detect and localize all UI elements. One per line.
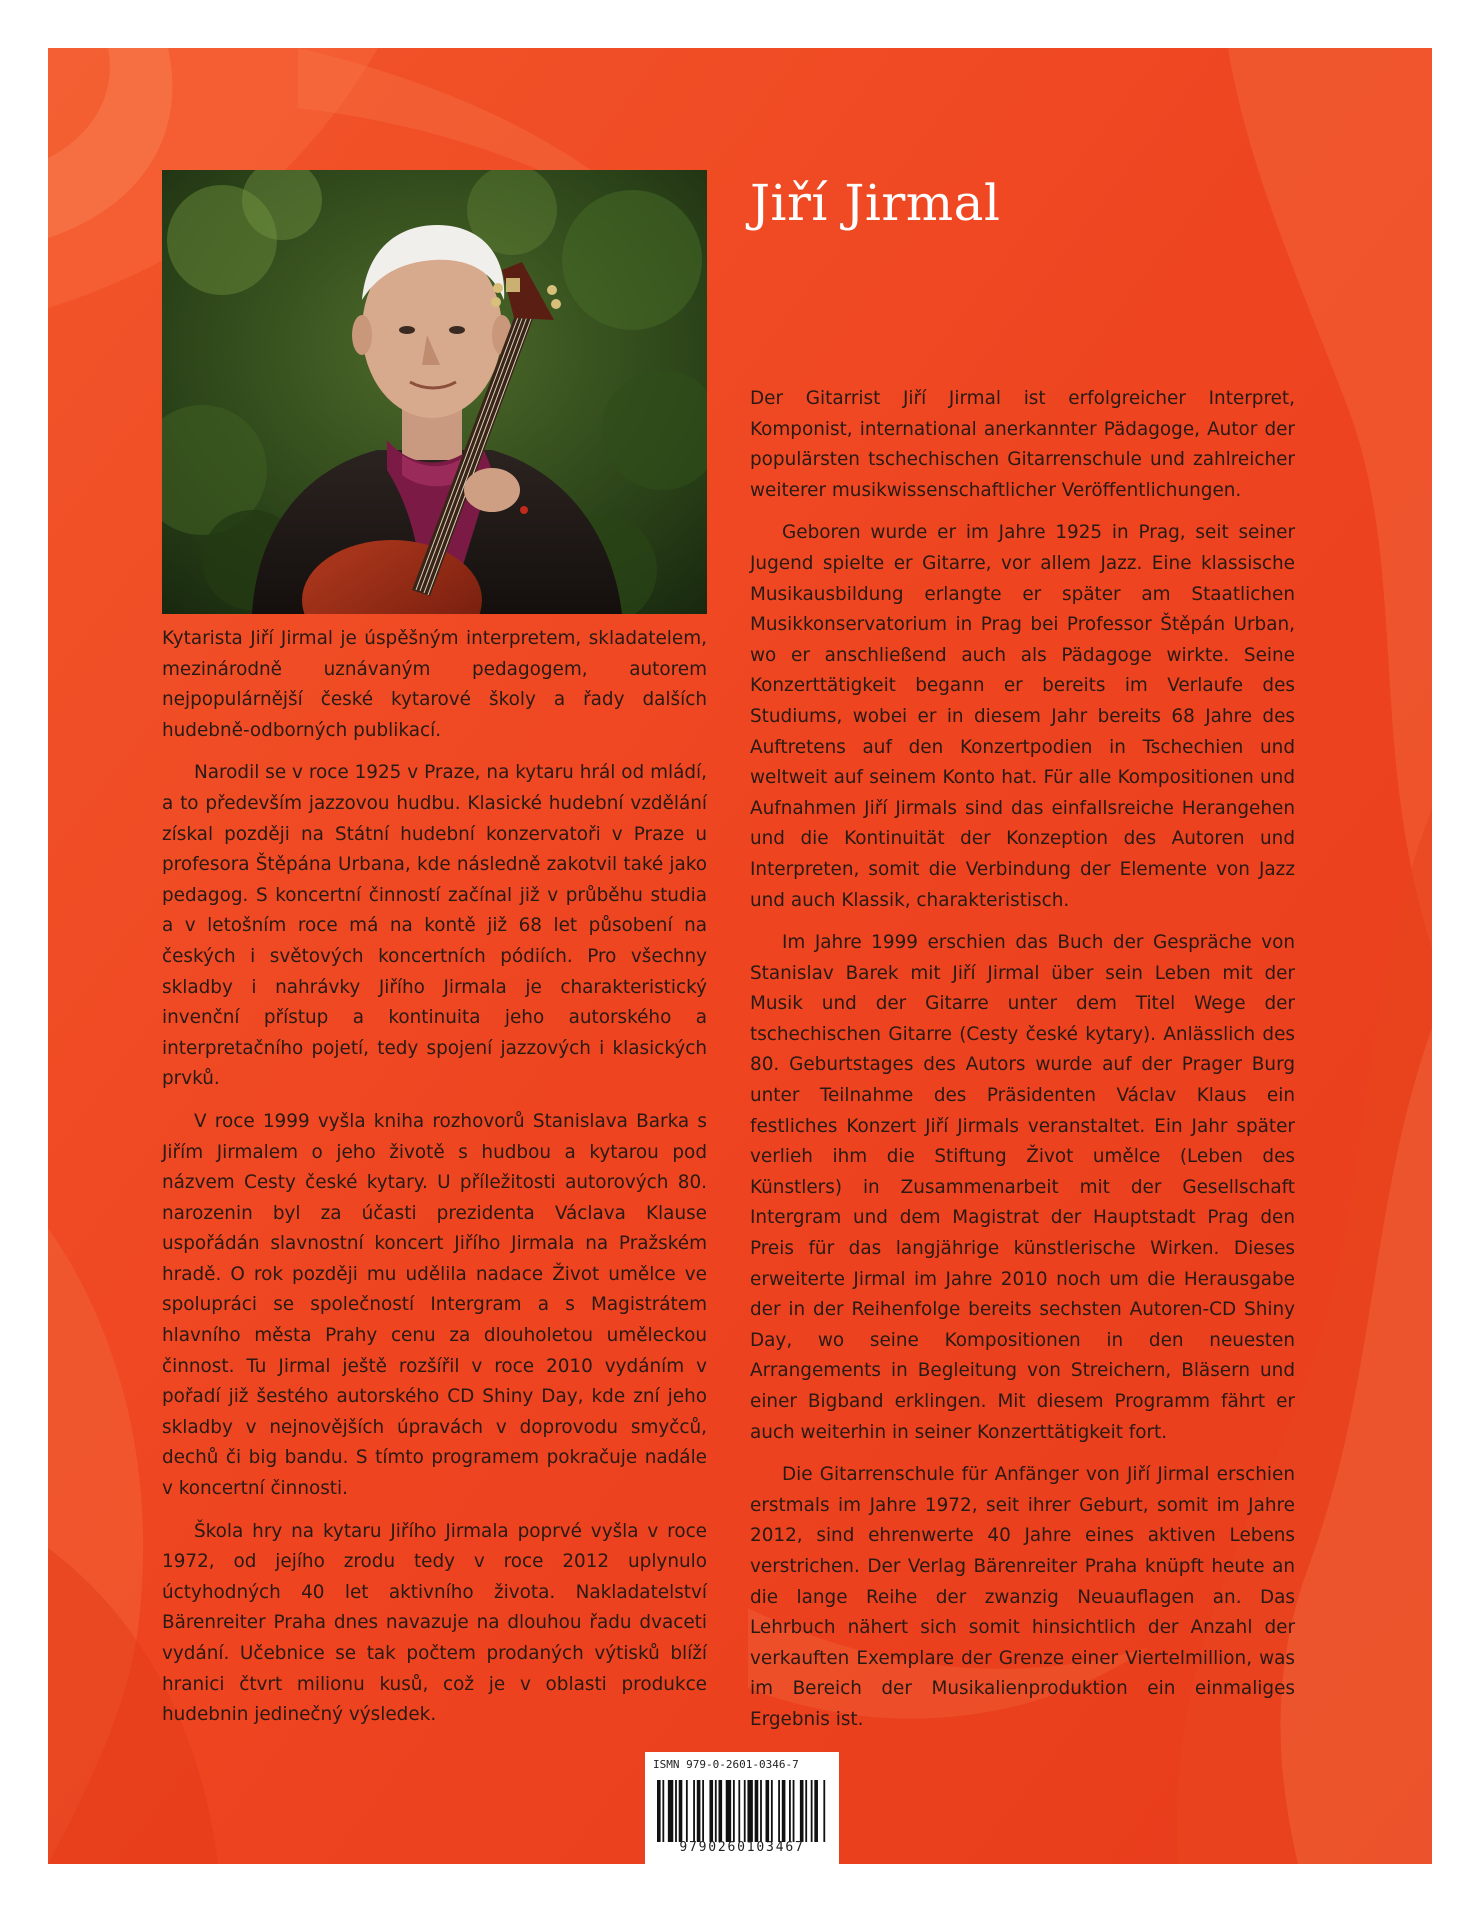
czech-paragraph-1: Kytarista Jiří Jirmal je úspěšným interpretem, skladatelem, mezinárodně uznávaným pedagogem, autorem nejpopulárnější české kytarové školy a řady dalších hudebně-odborných publikací. xyxy=(162,628,707,741)
czech-paragraph-4: Škola hry na kytaru Jiřího Jirmala poprvé vyšla v roce 1972, od jejího zrodu tedy v roce 2012 uplynulo úctyhodných 40 let aktivního života. Nakladatelství Bärenreiter Praha dnes navazuje na dlouhou řadu dvaceti vydání. Učebnice se tak počtem prodaných výtisků blíží hranici čtvrt milionu kusů, což je v oblasti produkce hudebnin jedinečný výsledek. xyxy=(162,1520,707,1726)
german-paragraph-2: Geboren wurde er im Jahre 1925 in Prag, seit seiner Jugend spielte er Gitarre, vor allem Jazz. Eine klassische Musikausbildung erlangte er später am Staatlichen Musikkonservatorium in Prag bei Professor Štěpán Urban, wo er anschließend auch als Pädagoge wirkte. Seine Konzerttätigkeit begann er bereits im Verlaufe des Studiums, wobei er in diesem Jahr bereits 68 Jahre des Auftretens auf den Konzertpodien in Tschechien und weltweit auf seinem Konto hat. Für alle Kompositionen und Aufnahmen Jiří Jirmals sind das einfallsreiche Herangehen und die Kontinuität der Konzeption des Autoren und Interpreten, somit die Verbindung der Elemente von Jazz und auch Klassik, charakteristisch. xyxy=(750,522,1295,911)
czech-paragraph-3: V roce 1999 vyšla kniha rozhovorů Stanislava Barka s Jiřím Jirmalem o jeho životě s hudbou a kytarou pod názvem Cesty české kytary. U příležitosti autorových 80. narozenin byl za účasti prezidenta Václava Klause uspořádán slavnostní koncert Jiřího Jirmala na Pražském hradě. O rok později mu udělila nadace Život umělce ve spolupráci se společností Intergram a s Magistrátem hlavního města Prahy cenu za dlouholetou uměleckou činnost. Tu Jirmal ještě rozšířil v roce 2010 vydáním v pořadí již šestého autorského CD Shiny Day, kde zní jeho skladby v nejnovějších úpravách v doprovodu smyčců, dechů či big bandu. S tímto programem pokračuje nadále v koncertní činnosti. xyxy=(162,1110,707,1500)
ismn-number: ISMN 979-0-2601-0346-7 xyxy=(653,1758,799,1771)
czech-biography xyxy=(162,624,707,1743)
portrait-with-guitar-photo xyxy=(162,170,707,614)
book-back-cover xyxy=(48,48,1432,1864)
german-paragraph-4: Die Gitarrenschule für Anfänger von Jiří Jirmal erschien erstmals im Jahre 1972, seit ihrer Geburt, somit im Jahre 2012, sind ehrenwerte 40 Jahre eines aktiven Lebens verstrichen. Der Verlag Bärenreiter Praha knüpft heute an die lange Reihe der zwanzig Neuauflagen an. Das Lehrbuch nähert sich somit hinsichtlich der Anzahl der verkauften Exemplare der Grenze einer Viertelmillion, was im Bereich der Musikalienproduktion ein einmaliges Ergebnis ist. xyxy=(750,1464,1295,1730)
barcode-digits: 9790260103467 xyxy=(679,1840,805,1855)
author-photo xyxy=(162,170,707,614)
czech-paragraph-2: Narodil se v roce 1925 v Praze, na kytaru hrál od mládí, a to především jazzovou hudbu. Klasické hudební vzdělání získal později na Státní hudební konzervatoři v Praze u profesora Štěpána Urbana, kde následně zakotvil také jako pedagog. S koncertní činností začínal již v průběhu studia a v letošním roce má na kontě již 68 let působení na českých i světových koncertních pódiích. Pro všechny skladby i nahrávky Jiřího Jirmala je charakteristický invenční přístup a kontinuita jeho autorského a interpretačního pojetí, tedy spojení jazzových i klasických prvků. xyxy=(162,762,707,1090)
german-paragraph-1: Der Gitarrist Jiří Jirmal ist erfolgreicher Interpret, Komponist, international anerkannter Pädagoge, Autor der populärsten tschechischen Gitarrenschule und zahlreicher weiterer musikwissenschaftlicher Veröffentlichungen. xyxy=(750,388,1295,501)
barcode-icon xyxy=(655,1780,829,1842)
german-paragraph-3: Im Jahre 1999 erschien das Buch der Gespräche von Stanislav Barek mit Jiří Jirmal über sein Leben mit der Musik und der Gitarre unter dem Titel Wege der tschechischen Gitarre (Cesty české kytary). Anlässlich des 80. Geburtstages des Autors wurde auf der Prager Burg unter Teilnahme des Präsidenten Václav Klaus ein festliches Konzert Jiří Jirmals veranstaltet. Ein Jahr später verlieh ihm die Stiftung Život umělce (Leben des Künstlers) in Zusammenarbeit mit der Gesellschaft Intergram und dem Magistrat der Hauptstadt Prag den Preis für das langjährige künstlerische Wirken. Dieses erweiterte Jirmal im Jahre 2010 noch um die Herausgabe der in der Reihenfolge bereits sechsten Autoren-CD Shiny Day, wo seine Kompositionen in den neuesten Arrangements in Begleitung von Streichern, Bläsern und einer Bigband erklingen. Mit diesem Programm fährt er auch weiterhin in seiner Konzerttätigkeit fort. xyxy=(750,932,1295,1443)
barcode-label xyxy=(645,1752,839,1864)
page-title: Jiří Jirmal xyxy=(750,174,1001,232)
german-biography xyxy=(750,384,1295,1748)
